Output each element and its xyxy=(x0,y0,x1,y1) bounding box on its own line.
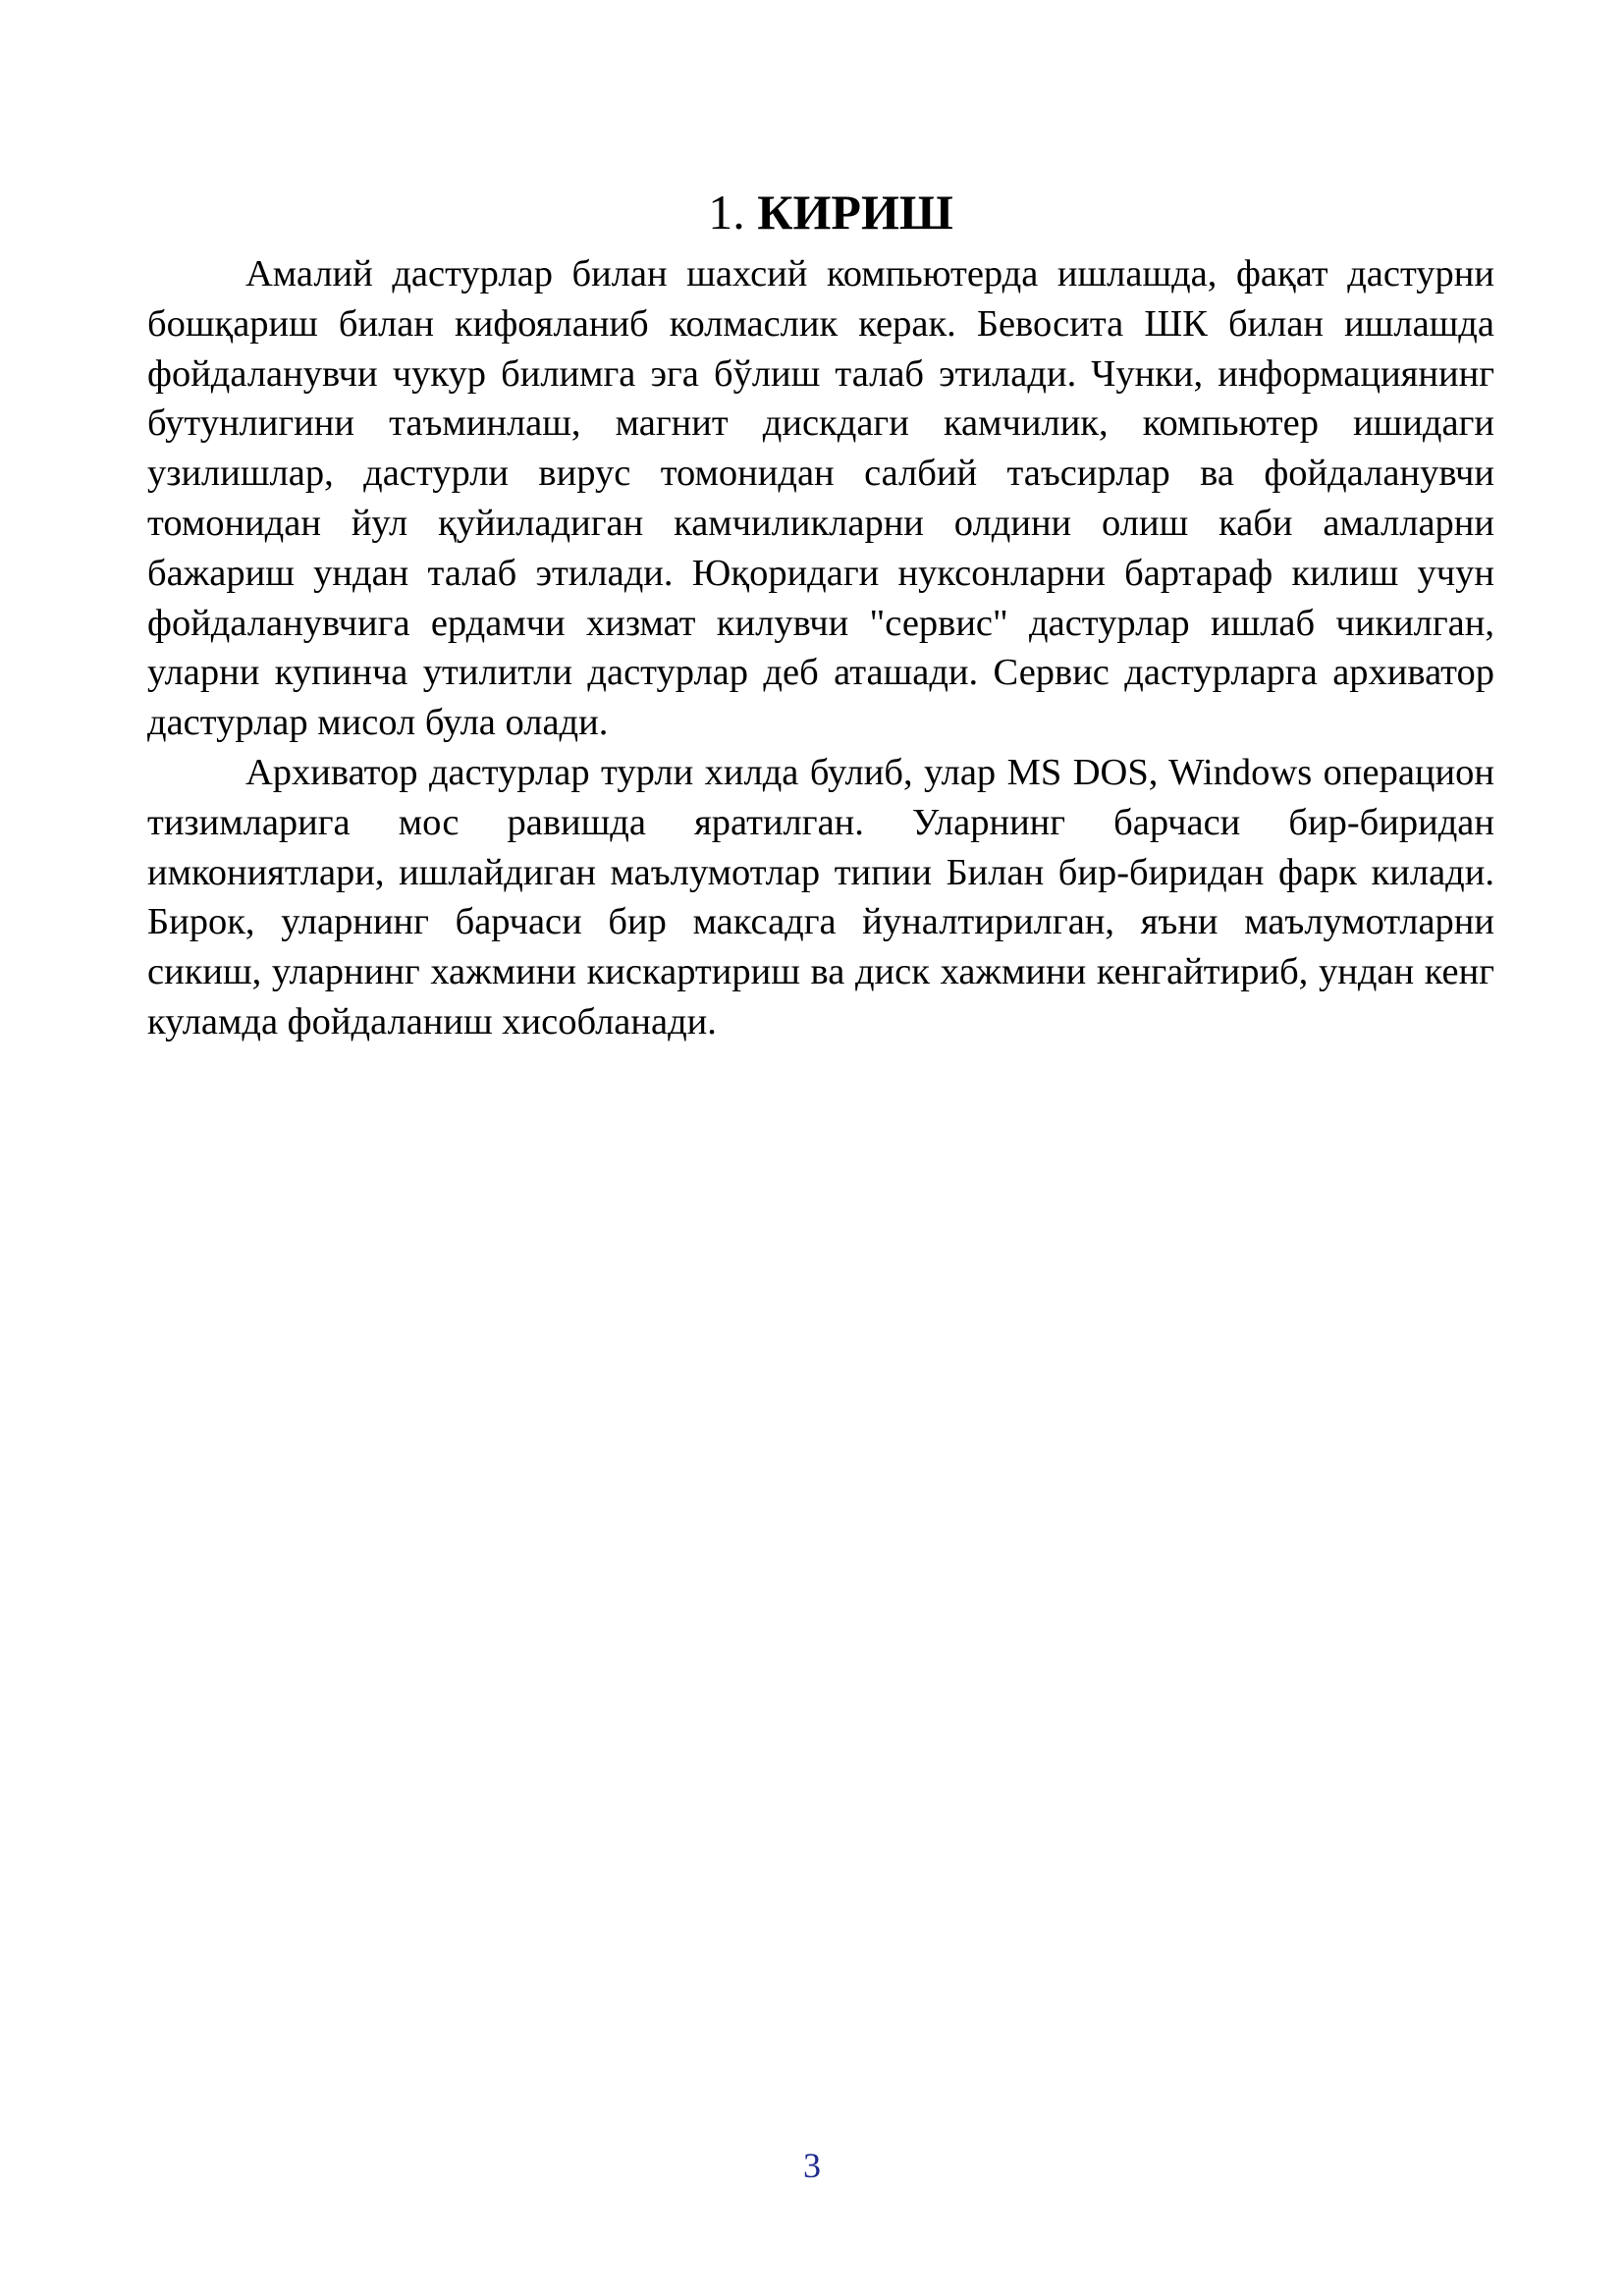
page-number: 3 xyxy=(803,2146,821,2185)
paragraph-archivers: Архиватор дастурлар турли хилда булиб, улар MS DOS, Windows операцион тизимларига мос равишда яратилган. Уларнинг барчаси бир-биридан имкониятлари, ишлайдиган маълумотлар типии Билан бир-биридан фарк килади. Бирок, уларнинг барчаси бир максадга йуналтирилган, яъни маълумотларни сикиш, уларнинг хажмини кискартириш ва диск хажмини кенгайтириб, ундан кенг куламда фойдаланиш хисобланади. xyxy=(147,751,1494,1042)
section-title: КИРИШ xyxy=(757,185,953,240)
paragraph-intro: Амалий дастурлар билан шахсий компьютерда ишлашда, фақат дастурни бошқариш билан кифояланиб колмаслик керак. Бевосита ШК билан ишлашда фойдаланувчи чукур билимга эга бўлиш талаб этилади. Чунки, информациянинг бутунлигини таъминлаш, магнит дискдаги камчилик, компьютер ишидаги узилишлар, дастурли вирус томонидан салбий таъсирлар ва фойдаланувчи томонидан йул қуйиладиган камчиликларни олдини олиш каби амалларни бажариш ундан талаб этилади. Юқоридаги нуксонларни бартараф килиш учун фойдаланувчига ердамчи хизмат килувчи "сервис" дастурлар ишлаб чикилган, уларни купинча утилитли дастурлар деб аташади. Сервис дастурларга архиватор дастурлар мисол була олади. xyxy=(147,253,1494,744)
section-number: 1. xyxy=(708,185,745,240)
page-content xyxy=(147,175,1494,1047)
section-heading xyxy=(147,175,1494,249)
